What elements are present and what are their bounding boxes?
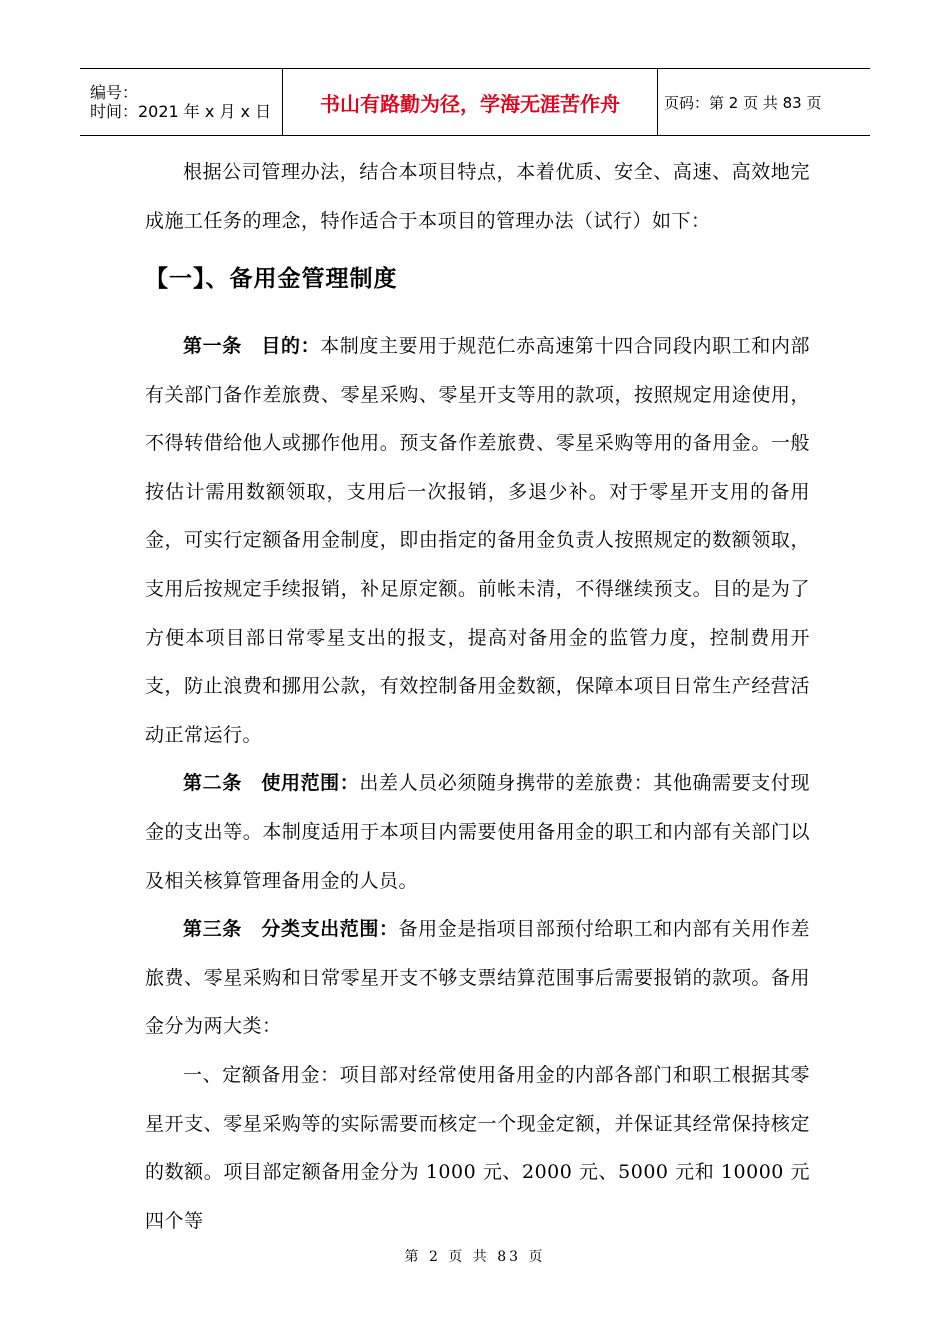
page-header <box>80 68 870 136</box>
articles-block <box>145 322 810 1245</box>
intro-block <box>145 148 810 245</box>
article-2-text: 出差人员必须随身携带的差旅费：其他确需要支付现金的支出等。本制度适用于本项目内需要使用备用金的职工和内部有关部门以及相关核算管理备用金的人员。 <box>145 772 810 892</box>
article-2 <box>145 759 810 905</box>
article-3 <box>145 905 810 1051</box>
article-1-label: 第一条 目的： <box>183 335 321 357</box>
header-page-info: 页码：第 2 页 共 83 页 <box>664 93 822 112</box>
section-title: 【一】、备用金管理制度 <box>145 266 398 292</box>
article-1 <box>145 322 810 759</box>
document-number-label: 编号： <box>90 83 139 102</box>
article-1-text: 本制度主要用于规范仁赤高速第十四合同段内职工和内部有关部门备作差旅费、零星采购、零星开支等用的款项，按照规定用途使用，不得转借给他人或挪作他用。预支备作差旅费、零星采购等用的备用金。一般按估计需用数额领取，支用后一次报销，多退少补。对于零星开支用的备用金，可实行定额备用金制度，即由指定的备用金负责人按照规定的数额领取，支用后按规定手续报销，补足原定额。前帐未清，不得继续预支。目的是为了方便本项目部日常零星支出的报支，提高对备用金的监管力度，控制费用开支，防止浪费和挪用公款，有效控制备用金数额，保障本项目日常生产经营活动正常运行。 <box>145 335 810 746</box>
article-3-label: 第三条 分类支出范围： <box>183 918 399 941</box>
intro-paragraph: 根据公司管理办法，结合本项目特点，本着优质、安全、高速、高效地完成施工任务的理念，特作适合于本项目的管理办法（试行）如下： <box>145 161 810 232</box>
header-meta <box>80 69 282 135</box>
article-2-label: 第二条 使用范围： <box>183 772 360 795</box>
item-one-paragraph: 一、定额备用金：项目部对经常使用备用金的内部各部门和职工根据其零星开支、零星采购等的实际需要而核定一个现金定额，并保证其经常保持核定的数额。项目部定额备用金分为 1000 元、2000 元、5000 元和 10000 元四个等 <box>145 1063 810 1232</box>
page-footer: 第 2 页 共 83 页 <box>404 1249 546 1265</box>
document-date-label: 时间：2021 年 x 月 x 日 <box>90 102 272 121</box>
header-motto: 书山有路勤为径，学海无涯苦作舟 <box>282 69 658 135</box>
article-3-text: 备用金是指项目部预付给职工和内部有关用作差旅费、零星采购和日常零星开支不够支票结算范围事后需要报销的款项。备用金分为两大类： <box>145 918 810 1038</box>
